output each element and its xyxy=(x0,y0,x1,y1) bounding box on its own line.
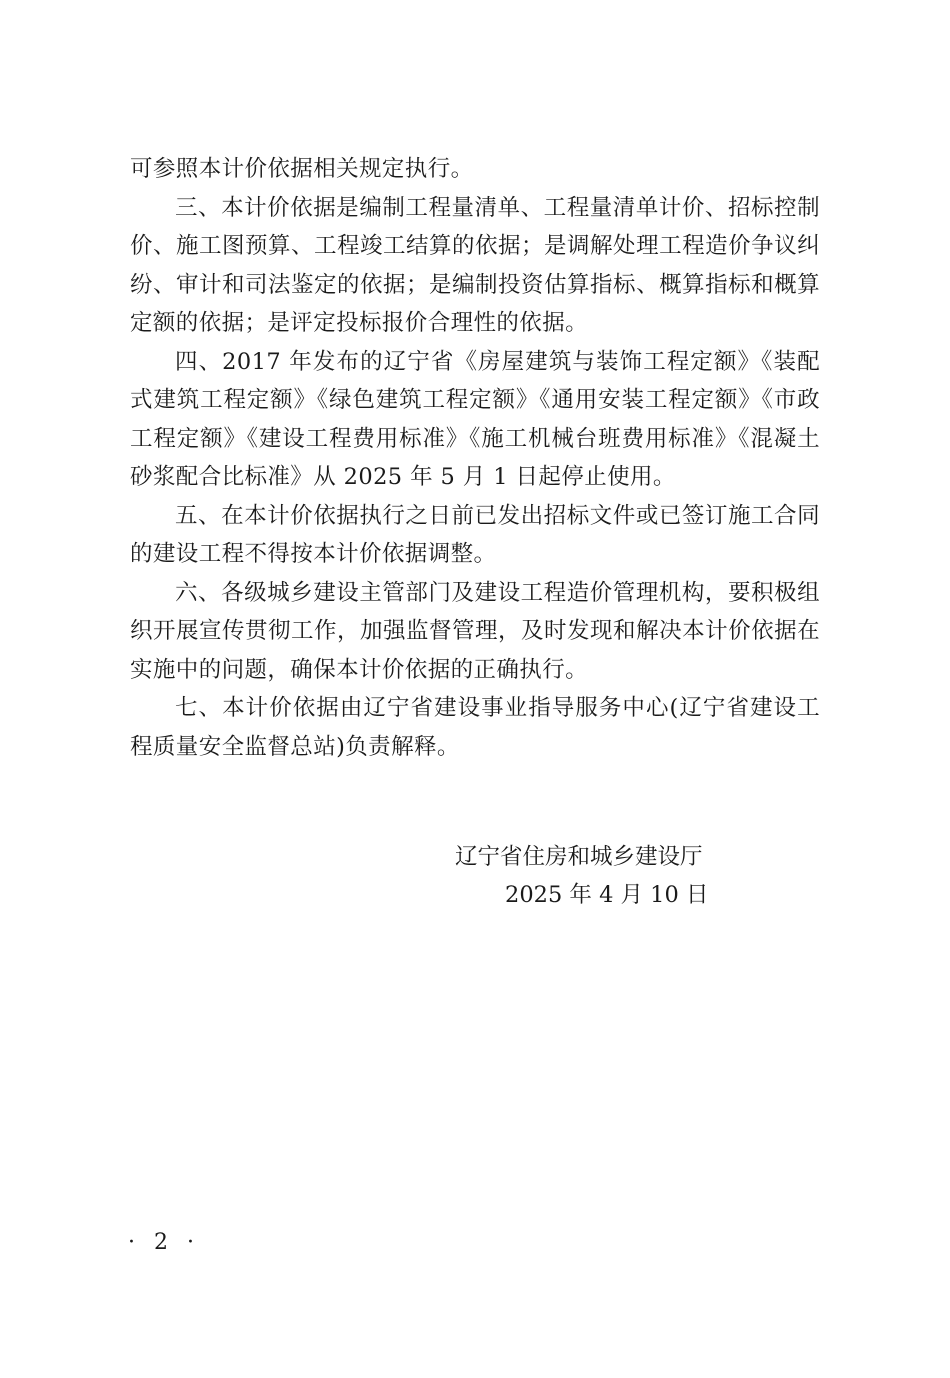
paragraph-item-4: 四、2017 年发布的辽宁省《房屋建筑与装饰工程定额》《装配式建筑工程定额》《绿色建筑工程定额》《通用安装工程定额》《市政工程定额》《建设工程费用标准》《施工机械台班费用标准》《混凝土砂浆配合比标准》从 2025 年 5 月 1 日起停止使用。 xyxy=(130,348,820,490)
paragraph-item-6: 六、各级城乡建设主管部门及建设工程造价管理机构，要积极组织开展宣传贯彻工作，加强监督管理，及时发现和解决本计价依据在实施中的问题，确保本计价依据的正确执行。 xyxy=(130,579,820,683)
paragraph-item-7: 七、本计价依据由辽宁省建设事业指导服务中心(辽宁省建设工程质量安全监督总站)负责解释。 xyxy=(130,695,820,760)
paragraph-item-3: 三、本计价依据是编制工程量清单、工程量清单计价、招标控制价、施工图预算、工程竣工结算的依据；是调解处理工程造价争议纠纷、审计和司法鉴定的依据；是编制投资估算指标、概算指标和概算定额的依据；是评定投标报价合理性的依据。 xyxy=(130,194,820,336)
paragraph-item-5: 五、在本计价依据执行之日前已发出招标文件或已签订施工合同的建设工程不得按本计价依据调整。 xyxy=(130,502,820,567)
issuing-organization: 辽宁省住房和城乡建设厅 xyxy=(455,844,703,870)
signature-block xyxy=(455,838,775,914)
page-number: · 2 · xyxy=(128,1230,200,1255)
paragraph-continuation: 可参照本计价依据相关规定执行。 xyxy=(130,156,474,182)
issue-date: 2025 年 4 月 10 日 xyxy=(505,882,709,908)
document-body xyxy=(130,150,820,766)
